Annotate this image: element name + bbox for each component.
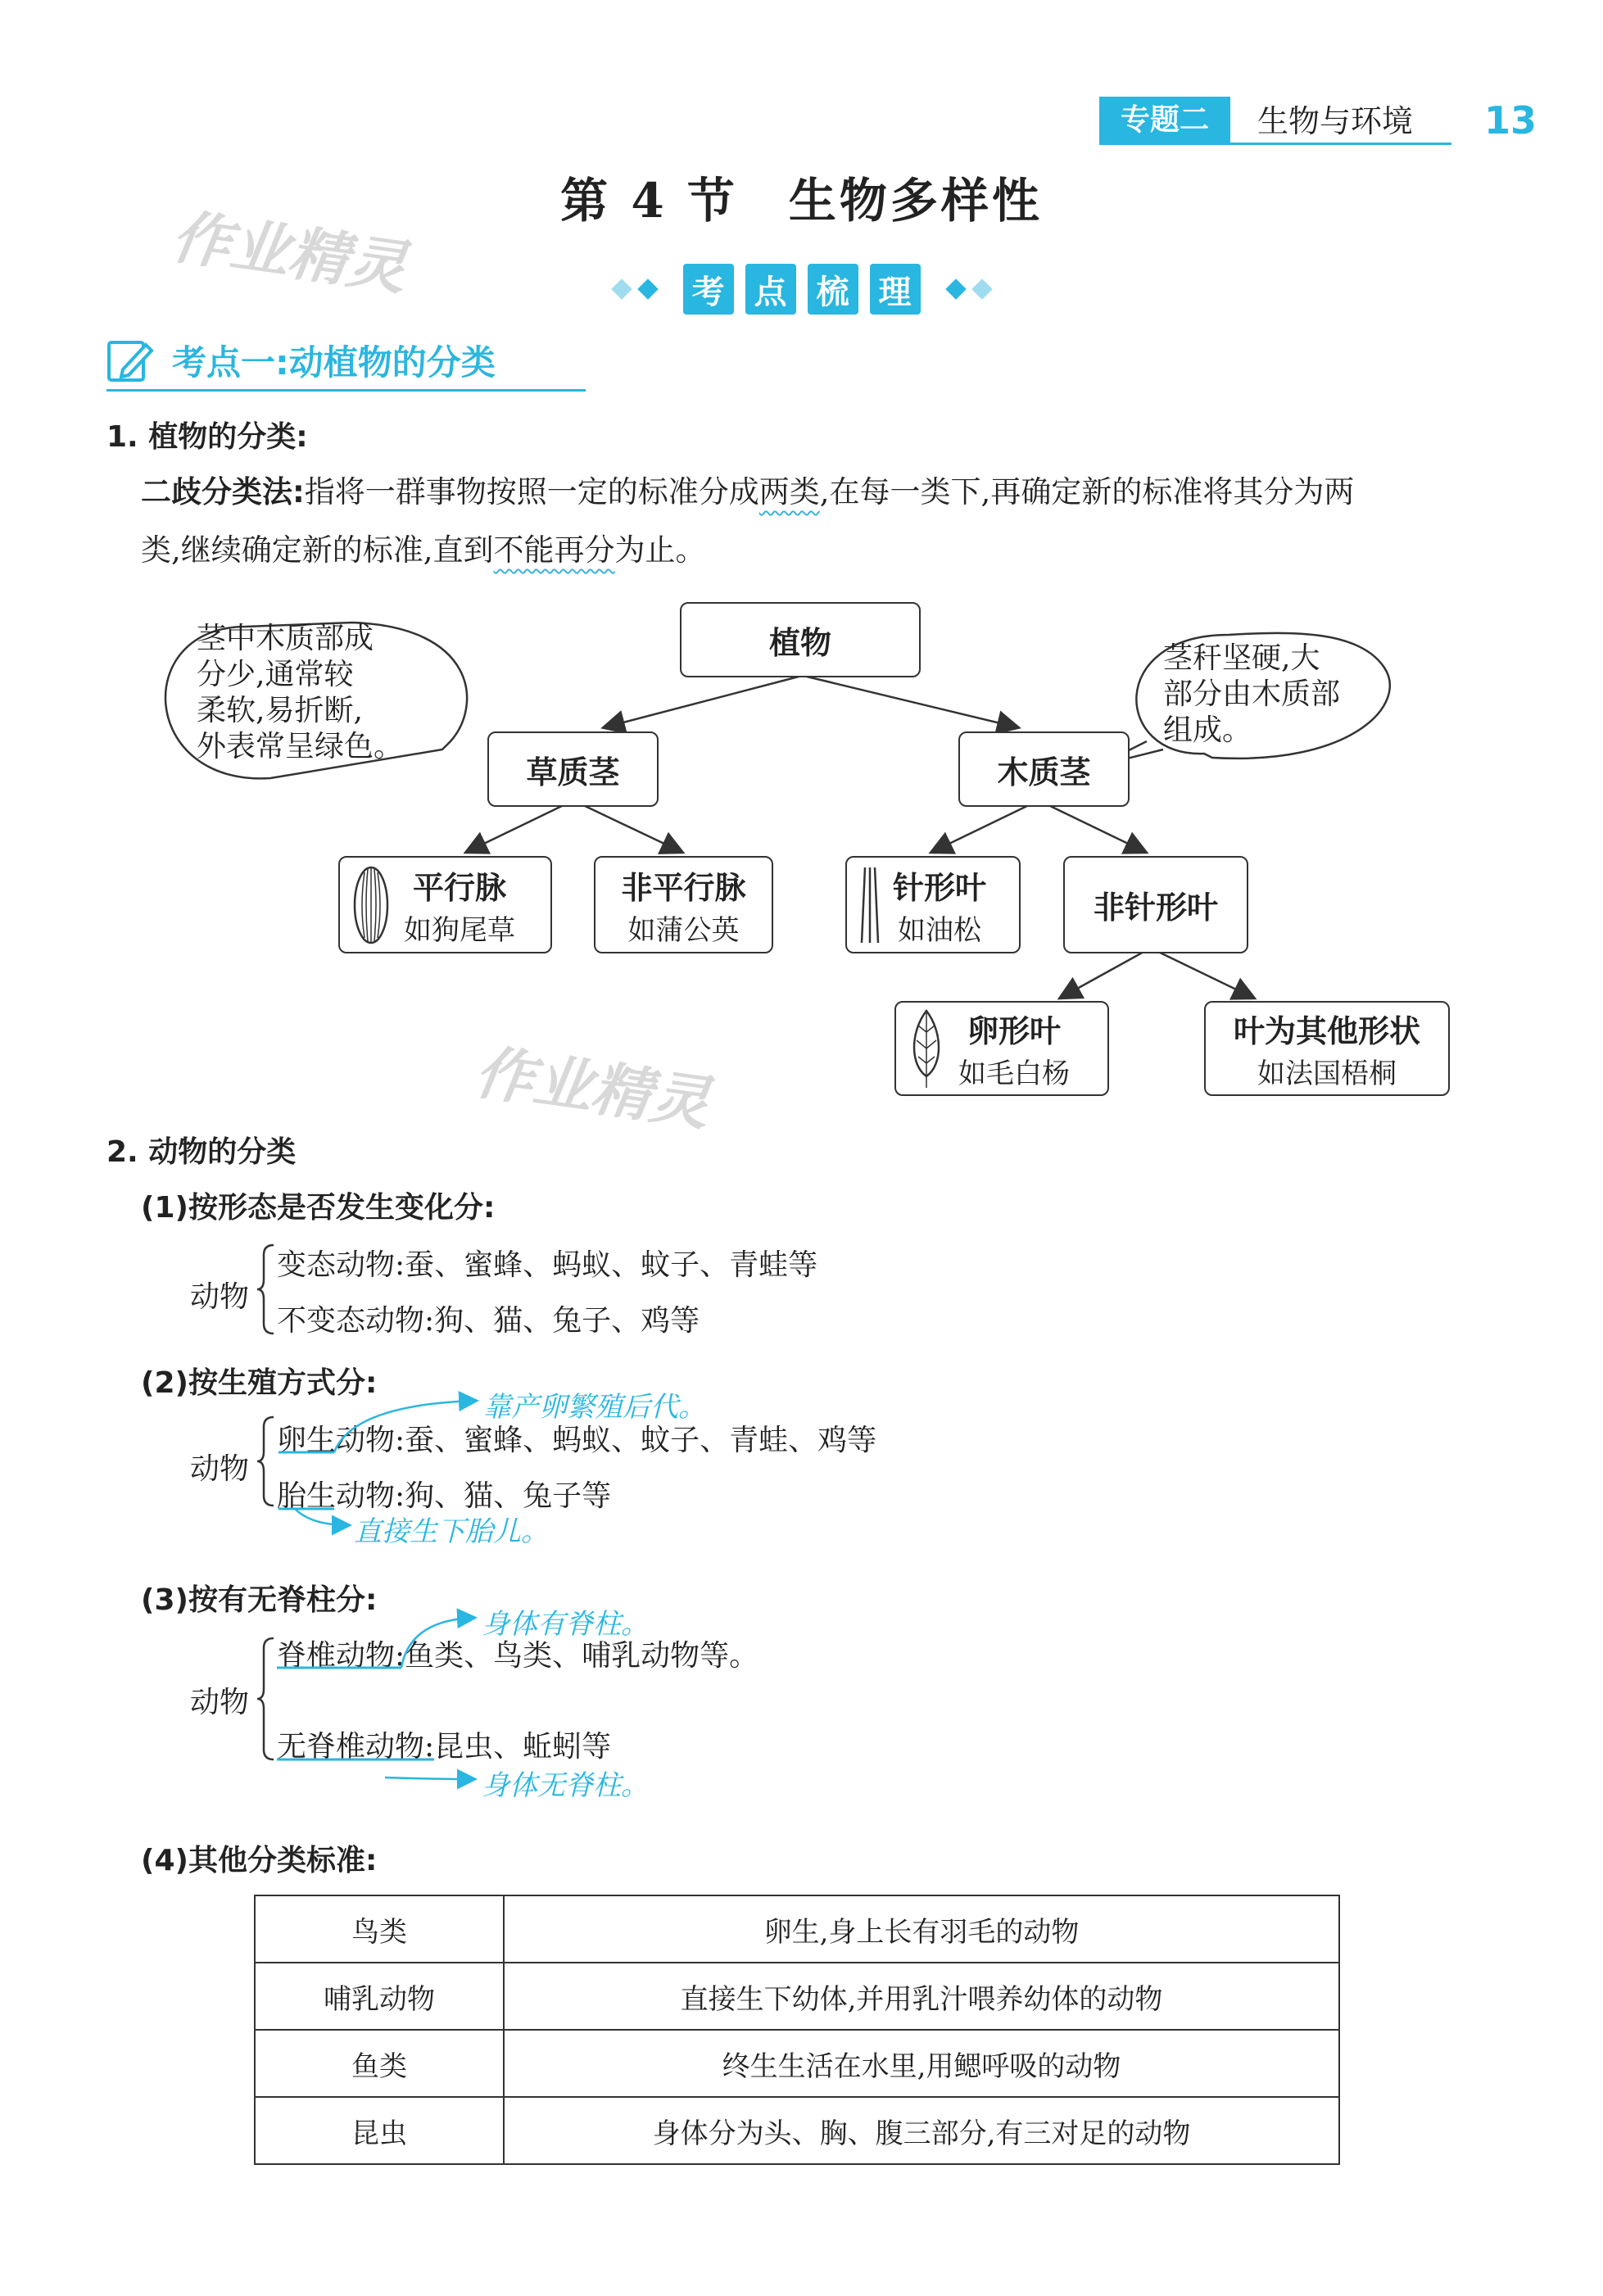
node-label: 平行脉 bbox=[412, 869, 506, 906]
dichotomy-emphasis: 两类 bbox=[758, 474, 820, 509]
table-cell: 卵生,身上长有羽毛的动物 bbox=[504, 1895, 1339, 1963]
section-title: 第 4 节 生物多样性 bbox=[560, 173, 1043, 229]
node-example: 如法国梧桐 bbox=[1257, 1057, 1397, 1090]
annotation-vertebrate: 身体有脊柱。 bbox=[482, 1608, 649, 1641]
annotation-viviparous: 直接生下胎儿。 bbox=[354, 1515, 549, 1548]
table-row bbox=[255, 2097, 1339, 2164]
table-cell: 哺乳动物 bbox=[255, 1963, 504, 2030]
table-row bbox=[255, 2030, 1339, 2097]
node-label: 非平行脉 bbox=[621, 869, 746, 906]
criterion-1-option-a: 变态动物:蚕、蜜蜂、蚂蚁、蚊子、青蛙等 bbox=[277, 1248, 818, 1282]
banner-char: 点 bbox=[745, 264, 796, 315]
note-line: 柔软,易折断, bbox=[197, 694, 363, 727]
plant-heading: 1. 植物的分类: bbox=[106, 420, 308, 454]
node-label: 叶为其他形状 bbox=[1233, 1013, 1420, 1049]
criterion-1-option-b: 不变态动物:狗、猫、兔子、鸡等 bbox=[277, 1304, 700, 1338]
dichotomy-text: 指将一群事物按照一定的标准分成 bbox=[304, 474, 759, 509]
node-label: 非针形叶 bbox=[1093, 890, 1218, 926]
animal-root-label: 动物 bbox=[190, 1280, 250, 1314]
note-line: 茎秆坚硬,大 bbox=[1163, 641, 1320, 675]
animal-heading: 2. 动物的分类 bbox=[106, 1135, 297, 1169]
dichotomy-text: ,在每一类下,再确定新的标准将其分为两 bbox=[819, 474, 1355, 509]
annotation-oviparous: 靠产卵繁殖后代。 bbox=[483, 1391, 706, 1424]
criterion-2-title: (2)按生殖方式分: bbox=[141, 1366, 378, 1400]
watermark-top: 作业精灵 bbox=[167, 202, 411, 303]
dichotomy-text: 为止。 bbox=[614, 532, 706, 568]
criterion-2-option-b: 胎生动物:狗、猫、兔子等 bbox=[277, 1479, 612, 1513]
node-label: 针形叶 bbox=[893, 869, 987, 906]
watermark-middle: 作业精灵 bbox=[470, 1037, 714, 1139]
node-label: 木质茎 bbox=[997, 754, 1091, 790]
dichotomy-text: 类,继续确定新的标准,直到 bbox=[141, 532, 494, 568]
criterion-3-title: (3)按有无脊柱分: bbox=[141, 1583, 378, 1617]
note-line: 组成。 bbox=[1163, 713, 1252, 747]
node-example: 如毛白杨 bbox=[958, 1057, 1070, 1090]
node-example: 如蒲公英 bbox=[627, 913, 740, 947]
banner-char: 理 bbox=[870, 264, 921, 315]
dichotomy-emphasis: 不能再分 bbox=[493, 532, 615, 568]
criterion-3-option-a: 脊椎动物:鱼类、鸟类、哺乳动物等。 bbox=[277, 1639, 759, 1673]
annotation-invertebrate: 身体无脊柱。 bbox=[482, 1769, 649, 1802]
criterion-4-title: (4)其他分类标准: bbox=[141, 1844, 378, 1877]
node-example: 如狗尾草 bbox=[404, 913, 515, 947]
note-line: 部分由木质部 bbox=[1163, 677, 1341, 711]
criterion-3-option-b: 无脊椎动物:昆虫、蚯蚓等 bbox=[277, 1730, 612, 1764]
classification-table bbox=[254, 1895, 1340, 2165]
note-line: 外表常呈绿色。 bbox=[197, 730, 404, 763]
table-cell: 昆虫 bbox=[255, 2097, 504, 2164]
criterion-1-title: (1)按形态是否发生变化分: bbox=[141, 1191, 496, 1225]
animal-root-label: 动物 bbox=[190, 1452, 250, 1486]
dichotomy-label: 二歧分类法: bbox=[141, 474, 305, 509]
animal-root-label: 动物 bbox=[190, 1686, 250, 1719]
node-label: 植物 bbox=[768, 624, 831, 661]
page-number: 13 bbox=[1484, 98, 1537, 143]
table-cell: 终生生活在水里,用鳃呼吸的动物 bbox=[504, 2030, 1339, 2097]
table-cell: 直接生下幼体,并用乳汁喂养幼体的动物 bbox=[504, 1963, 1339, 2030]
criterion-2-option-a: 卵生动物:蚕、蜜蜂、蚂蚁、蚊子、青蛙、鸡等 bbox=[277, 1424, 877, 1457]
table-row bbox=[255, 1963, 1339, 2030]
table-cell: 鱼类 bbox=[255, 2030, 504, 2097]
note-line: 茎中木质部成 bbox=[197, 622, 374, 655]
banner-char: 考 bbox=[683, 264, 734, 315]
node-label: 卵形叶 bbox=[967, 1013, 1061, 1049]
table-row bbox=[255, 1895, 1339, 1963]
table-cell: 身体分为头、胸、腹三部分,有三对足的动物 bbox=[504, 2097, 1339, 2164]
topic-tag: 专题二 bbox=[1099, 97, 1230, 144]
key-point-title: 考点一:动植物的分类 bbox=[172, 342, 496, 383]
node-label: 草质茎 bbox=[526, 754, 620, 790]
node-example: 如油松 bbox=[898, 913, 981, 947]
note-line: 分少,通常较 bbox=[197, 658, 354, 691]
banner-char: 梳 bbox=[808, 264, 858, 315]
topic-title: 生物与环境 bbox=[1257, 103, 1414, 139]
table-cell: 鸟类 bbox=[255, 1895, 504, 1963]
